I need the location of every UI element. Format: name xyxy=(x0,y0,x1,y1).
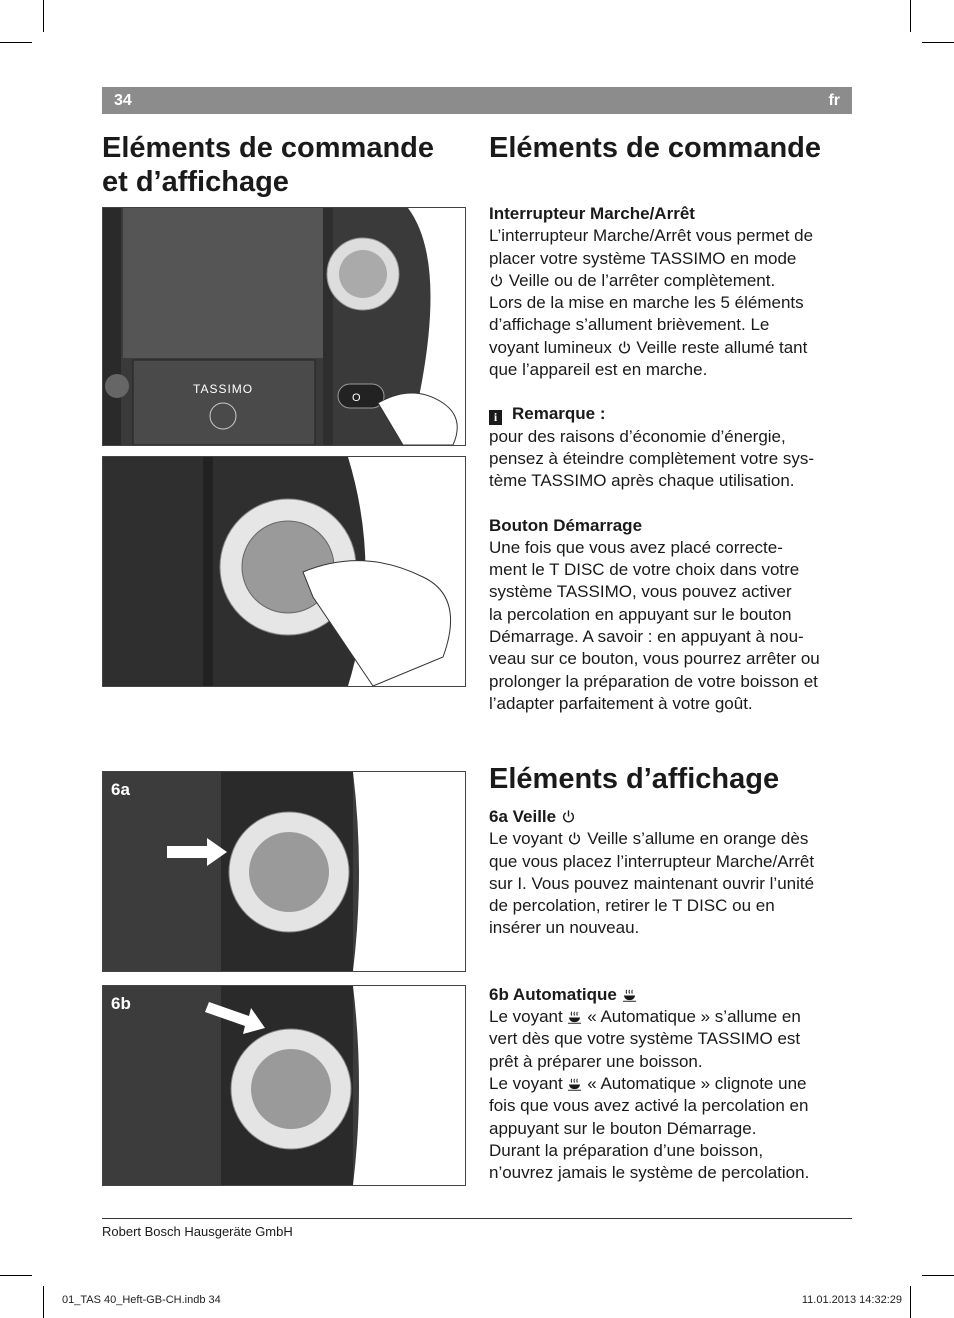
start-line: ment le T DISC de votre choix dans votre xyxy=(489,560,800,580)
affichage-text-block xyxy=(489,806,854,1184)
switch-heading: Interrupteur Marche/Arrêt xyxy=(489,204,695,223)
note-heading: i Remarque : xyxy=(489,403,854,425)
start-line: l’adapter parfaitement à votre goût. xyxy=(489,693,753,713)
switch-line: Lors de la mise en marche les 5 éléments xyxy=(489,293,804,313)
language-code: fr xyxy=(828,92,840,109)
figure-start-button xyxy=(102,456,466,687)
switch-line: voyant lumineux Veille reste allumé tant xyxy=(489,337,808,357)
crop-mark xyxy=(43,1286,44,1318)
auto-line: Le voyant « Automatique » clignote une xyxy=(489,1073,807,1093)
figure-label-6b: 6b xyxy=(111,994,131,1013)
start-line: veau sur ce bouton, vous pourrez arrêter ou xyxy=(489,649,820,669)
figure-6b-automatique xyxy=(102,985,466,1186)
brand-logo-text: TASSIMO xyxy=(193,382,254,396)
switch-line: Veille ou de l’arrêter complètement. xyxy=(489,270,854,292)
veille-line: que vous placez l’interrupteur Marche/Arrêt xyxy=(489,851,815,871)
veille-line: insérer un nouveau. xyxy=(489,918,640,938)
start-heading: Bouton Démarrage xyxy=(489,515,643,535)
auto-line: fois que vous avez activé la percolation en xyxy=(489,1096,809,1116)
start-line: la percolation en appuyant sur le bouton xyxy=(489,604,792,624)
auto-line: appuyant sur le bouton Démarrage. xyxy=(489,1118,757,1138)
auto-heading: 6b Automatique xyxy=(489,984,854,1006)
switch-line: que l’appareil est en marche. xyxy=(489,360,708,380)
left-title-line1: Eléments de commande xyxy=(102,132,434,164)
switch-line: d’affichage s’allument brièvement. Le xyxy=(489,315,770,335)
auto-line: Durant la préparation d’une boisson, xyxy=(489,1140,764,1160)
switch-label: O xyxy=(352,392,361,404)
veille-line: Le voyant Veille s’allume en orange dès xyxy=(489,829,809,849)
crop-mark xyxy=(0,42,32,43)
power-icon xyxy=(561,809,576,824)
info-icon: i xyxy=(489,410,502,425)
affichage-title: Eléments d’affichage xyxy=(489,763,780,795)
page-header-bar xyxy=(102,87,852,114)
power-icon xyxy=(617,340,632,355)
crop-mark xyxy=(43,0,44,32)
note-line: pensez à éteindre complètement votre sys- xyxy=(489,448,815,468)
auto-line: prêt à préparer une boisson. xyxy=(489,1051,703,1071)
auto-line: vert dès que votre système TASSIMO est xyxy=(489,1029,801,1049)
crop-mark xyxy=(922,42,954,43)
power-icon xyxy=(489,273,504,288)
crop-mark xyxy=(910,0,911,32)
left-section-title xyxy=(102,131,434,199)
slug-file: 01_TAS 40_Heft-GB-CH.indb 34 xyxy=(62,1294,221,1306)
footer-rule xyxy=(102,1218,852,1219)
note-line: pour des raisons d’économie d’énergie, xyxy=(489,426,786,446)
page-number: 34 xyxy=(114,92,132,109)
crop-mark xyxy=(0,1275,32,1276)
cup-icon xyxy=(622,987,637,1002)
left-title-line2: et d’affichage xyxy=(102,166,289,198)
figure-label-6a: 6a xyxy=(111,780,130,799)
commande-title: Eléments de commande xyxy=(489,132,821,164)
figure-6a-veille xyxy=(102,771,466,972)
start-line: Une fois que vous avez placé correcte- xyxy=(489,537,783,557)
cup-icon xyxy=(567,1009,582,1024)
crop-mark xyxy=(910,1286,911,1318)
cup-icon xyxy=(567,1076,582,1091)
power-icon xyxy=(567,831,582,846)
veille-heading: 6a Veille xyxy=(489,806,854,828)
commande-text-block xyxy=(489,203,854,715)
start-line: prolonger la préparation de votre boisson et xyxy=(489,671,818,691)
start-line: Démarrage. A savoir : en appuyant à nou- xyxy=(489,627,804,647)
switch-line: L’interrupteur Marche/Arrêt vous permet de xyxy=(489,226,814,246)
crop-mark xyxy=(922,1275,954,1276)
switch-line: placer votre système TASSIMO en mode xyxy=(489,248,797,268)
start-line: système TASSIMO, vous pouvez activer xyxy=(489,582,792,602)
figure-machine-switch xyxy=(102,207,466,446)
note-line: tème TASSIMO après chaque utilisation. xyxy=(489,471,795,491)
veille-line: de percolation, retirer le T DISC ou en xyxy=(489,896,775,916)
footer-company: Robert Bosch Hausgeräte GmbH xyxy=(102,1224,293,1239)
auto-line: Le voyant « Automatique » s’allume en xyxy=(489,1007,801,1027)
veille-line: sur I. Vous pouvez maintenant ouvrir l’unité xyxy=(489,873,815,893)
auto-line: n’ouvrez jamais le système de percolation. xyxy=(489,1163,810,1183)
slug-date: 11.01.2013 14:32:29 xyxy=(801,1294,902,1306)
